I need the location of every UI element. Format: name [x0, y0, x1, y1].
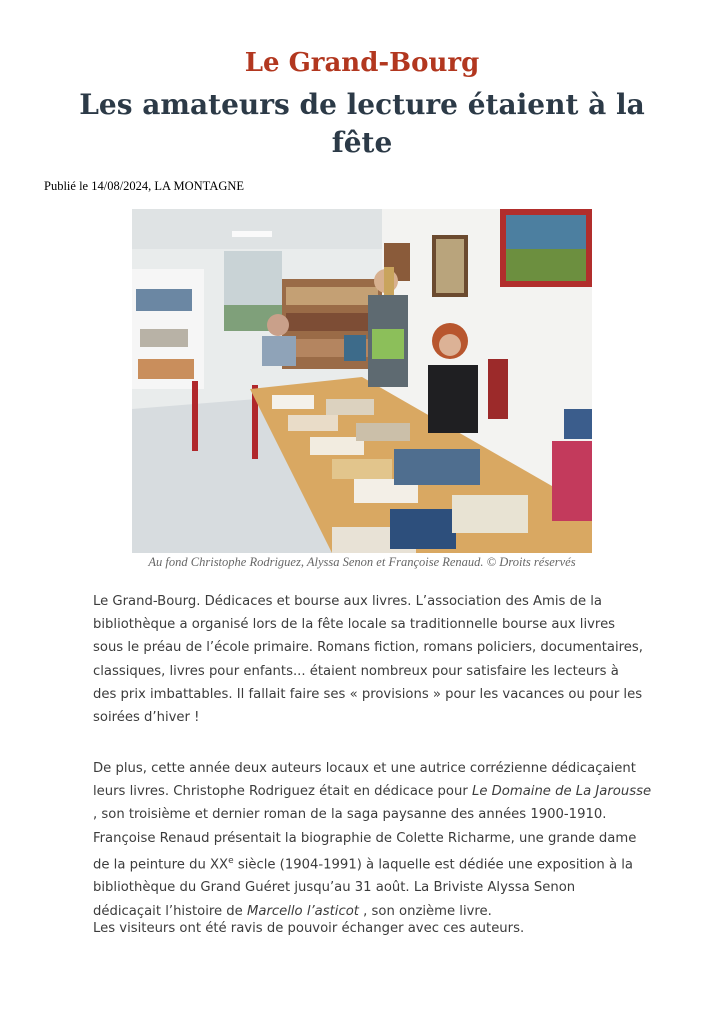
paragraph-1-line: des prix imbattables. Il fallait faire ses « provisions » pour les vacances ou pour les — [93, 686, 643, 702]
paragraph-1-line: Le Grand-Bourg. Dédicaces et bourse aux livres. L’association des Amis de la — [93, 594, 603, 609]
paragraph-2-line: , son troisième et dernier roman de la saga paysanne des années 1900-1910. — [93, 807, 607, 823]
paragraph-2-line: leurs livres. Christophe Rodriguez était en dédicace pour — [93, 784, 472, 800]
paragraph-2-line: Françoise Renaud présentait la biographie de Colette Richarme, une grande dame — [93, 830, 637, 846]
book-title-1: Le Domaine de La Jarousse — [471, 784, 652, 800]
byline: Publié le 14/08/2024, LA MONTAGNE — [44, 179, 245, 193]
paragraph-1-line: classiques, livres pour enfants... étaient nombreux pour satisfaire les lecteurs à — [93, 663, 619, 679]
paragraph-1-line: sous le préau de l’école primaire. Romans fiction, romans policiers, documentaires, — [93, 640, 643, 656]
book-title-2: Marcello l’asticot — [246, 903, 359, 919]
paragraph-2-line: siècle (1904-1991) à laquelle est dédiée une exposition à la — [233, 857, 633, 873]
headline: Les amateurs de lecture étaient à la fête — [79, 88, 645, 159]
paragraph-1-line: soirées d’hiver ! — [93, 710, 200, 726]
paragraph-1 — [93, 590, 653, 729]
paragraph-3: Les visiteurs ont été ravis de pouvoir échanger avec ces auteurs. — [93, 921, 525, 936]
paragraph-2-line: dédicaçait l’histoire de — [93, 903, 247, 919]
kicker: Le Grand-Bourg — [244, 48, 480, 78]
paragraph-2-line: bibliothèque du Grand Guéret jusqu’au 31 août. La Briviste Alyssa Senon — [93, 880, 576, 896]
superscript-e: e — [228, 855, 234, 866]
paragraph-2-line: De plus, cette année deux auteurs locaux et une autrice corrézienne dédicaçaient — [93, 761, 636, 776]
photo-caption: Au fond Christophe Rodriguez, Alyssa Senon et Françoise Renaud. © Droits réservés — [148, 555, 576, 569]
paragraph-2 — [93, 757, 653, 923]
paragraph-2-line: de la peinture du XX — [93, 857, 229, 873]
article-photo — [132, 209, 592, 553]
paragraph-1-line: bibliothèque a organisé lors de la fête locale sa traditionnelle bourse aux livres — [93, 617, 616, 633]
paragraph-2-line: , son onzième livre. — [358, 903, 492, 919]
